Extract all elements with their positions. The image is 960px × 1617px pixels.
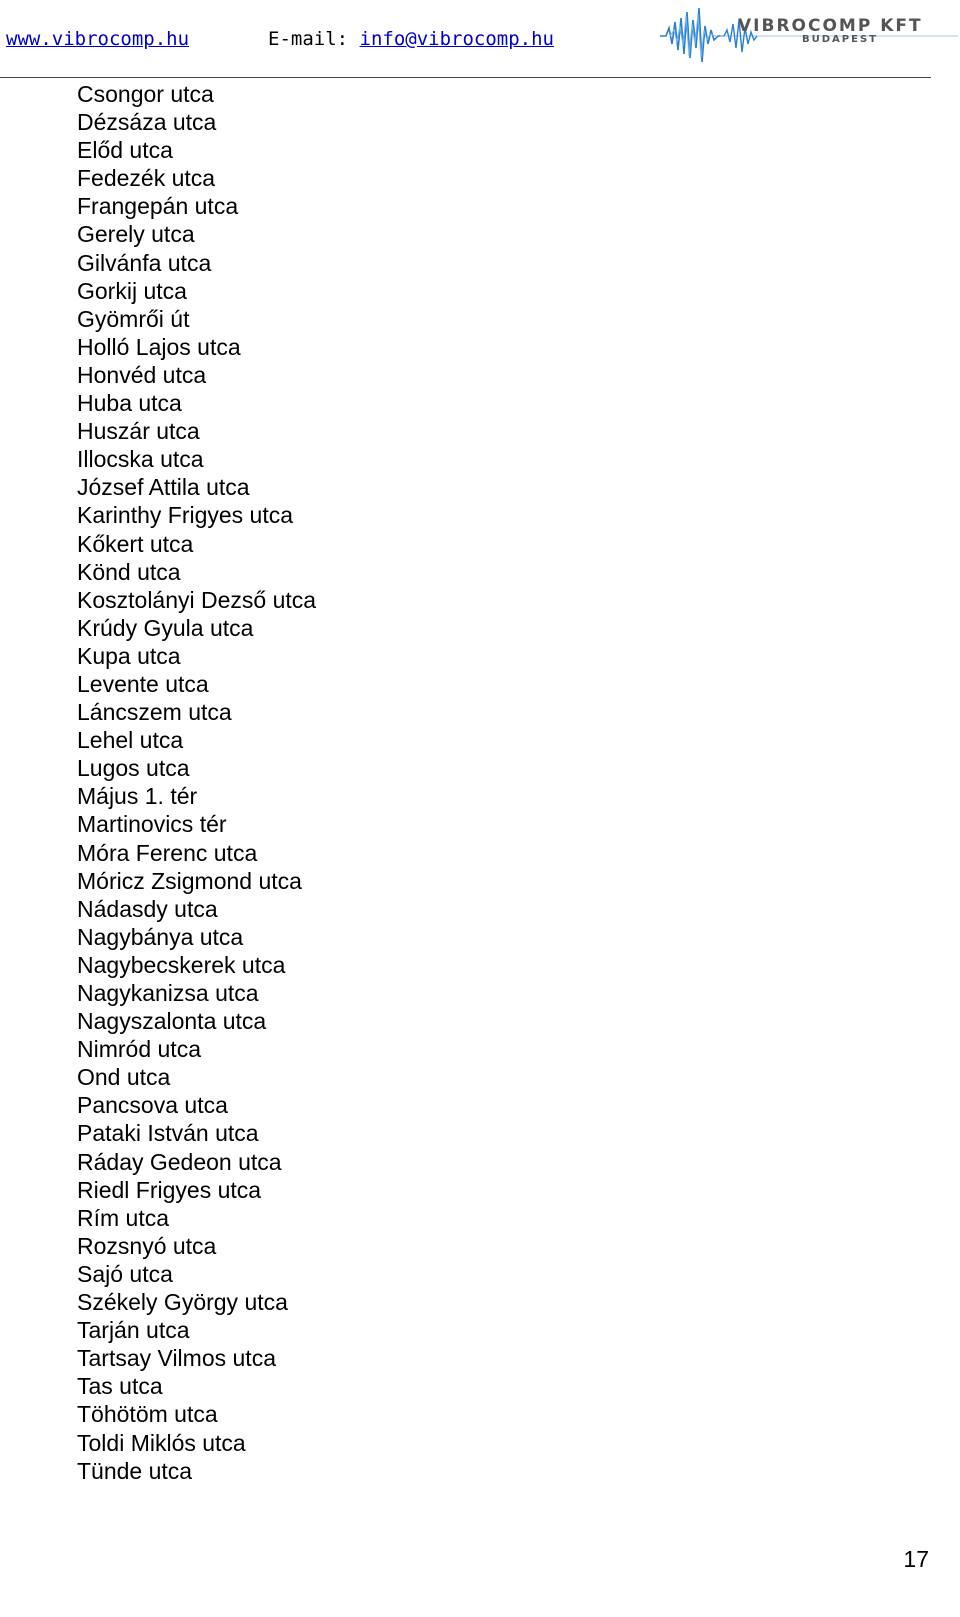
street-list-item: Móricz Zsigmond utca [77,867,302,894]
street-list-item: Nagykanizsa utca [77,980,259,1006]
header-divider [0,77,931,78]
street-list-item: Tartsay Vilmos utca [77,1345,276,1372]
street-list-item: Május 1. tér [77,783,198,810]
street-list-item: Krúdy Gyula utca [77,614,254,641]
street-list-item: Csongor utca [77,81,214,107]
street-list-item: Székely György utca [77,1289,288,1316]
street-list-item: Nagybecskerek utca [77,951,286,978]
street-list-item: Toldi Miklós utca [77,1429,246,1456]
street-list-item: Gorkij utca [77,277,187,304]
page-number: 17 [903,1546,929,1572]
street-list-item: Frangepán utca [77,193,239,220]
street-list-item: Tarján utca [77,1317,190,1344]
street-list-item: Huszár utca [77,418,200,445]
street-list-item: Nagybánya utca [77,923,244,950]
street-list-item: Martinovics tér [77,811,227,838]
street-list-item: Rozsnyó utca [77,1232,217,1259]
street-list-item: Honvéd utca [77,361,207,388]
street-list-item: Tas utca [77,1373,163,1400]
street-list-item: Gerely utca [77,221,195,248]
street-list-item: Ond utca [77,1064,171,1091]
street-list-item: Láncszem utca [77,699,232,726]
street-list-item: Sajó utca [77,1260,173,1287]
street-list [77,80,316,1485]
street-list-item: Riedl Frigyes utca [77,1176,262,1203]
street-list-item: Rím utca [77,1204,170,1231]
street-list-item: Gyömrői út [77,305,190,332]
street-list-item: Lehel utca [77,727,184,754]
street-list-item: Nagyszalonta utca [77,1008,267,1035]
street-list-item: Könd utca [77,558,181,585]
street-list-item: Pancsova utca [77,1092,228,1119]
street-list-item: József Attila utca [77,474,250,501]
street-list-item: Lugos utca [77,755,190,782]
street-list-item: Gilvánfa utca [77,249,212,276]
street-list-item: Illocska utca [77,446,204,473]
street-list-item: Dézsáza utca [77,109,217,136]
street-list-item: Karinthy Frigyes utca [77,502,294,529]
email-label: E-mail: [268,28,349,50]
street-list-item: Holló Lajos utca [77,333,241,360]
street-list-item: Móra Ferenc utca [77,839,258,866]
street-list-item: Kosztolányi Dezső utca [77,586,317,613]
website-link[interactable]: www.vibrocomp.hu [6,28,190,50]
vibrocomp-logo [660,0,960,72]
street-list-item: Előd utca [77,137,173,164]
street-list-item: Pataki István utca [77,1120,259,1147]
street-list-item: Kőkert utca [77,530,194,557]
street-list-item: Fedezék utca [77,165,216,192]
street-list-item: Ráday Gedeon utca [77,1148,282,1175]
street-list-item: Levente utca [77,670,209,697]
logo-text: VIBROCOMP KFT [738,16,923,36]
street-list-item: Huba utca [77,390,182,417]
email-link[interactable]: info@vibrocomp.hu [359,28,554,50]
street-list-item: Nádasdy utca [77,895,218,922]
street-list-item: Kupa utca [77,642,181,669]
email-block [268,28,554,50]
street-list-item: Nimród utca [77,1036,201,1063]
page-header [0,0,960,80]
logo-subtext: BUDAPEST [802,34,878,45]
street-list-item: Tünde utca [77,1457,193,1484]
street-list-item: Töhötöm utca [77,1401,218,1428]
